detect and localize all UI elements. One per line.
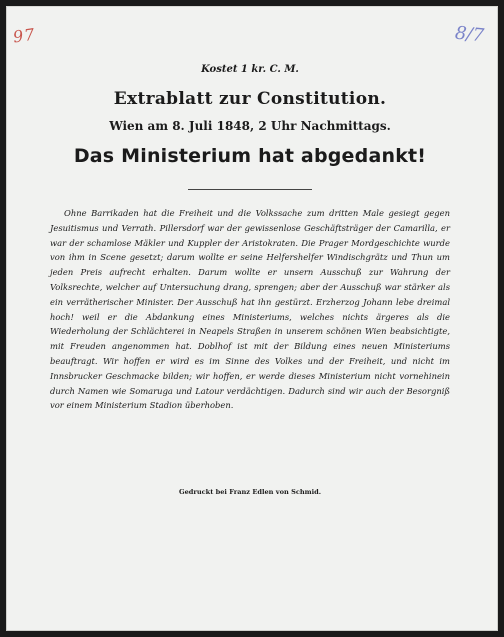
dateline: Wien am 8. Juli 1848, 2 Uhr Nachmittags.	[109, 119, 391, 133]
headline: Das Ministerium hat abgedankt!	[73, 145, 427, 167]
document-sheet	[6, 6, 498, 631]
body-paragraph: Ohne Barrikaden hat die Freiheit und die Volkssache zum dritten Male gesiegt gegen Jesuitismus und Verrath. Pillersdorf war der gewissenlose Geschäftsträger der Camarilla, er war der schamlose Mäkler und Kuppler der Aristokraten. Die Prager Mordgeschichte wurde von ihm in Scene gesetzt; darum wollte er seine Helfershelfer Windischgrätz und Thun um jeden Preis aufrecht erhalten. Darum wollte er unsern Ausschuß zur Wahrung der Volksrechte, welcher auf Untersuchung drang, sprengen; aber der Ausschuß war stärker als ein verrätherischer Minister. Der Ausschuß hat ihn gestürzt. Erzherzog Johann lebe dreimal hoch! weil er die Abdankung eines Ministeriums, welches nichts ärgeres als die Wiederholung der Schlächterei in Neapels Straßen in unserem schönen Wien beabsichtigte, mit Freuden angenommen hat. Doblhof ist mit der Bildung eines neuen Ministeriums beauftragt. Wir hoffen er wird es im Sinne des Volkes und der Freiheit, und nicht im Innsbrucker Geschmacke bilden; wir hoffen, er werde dieses Ministerium nicht vornehinein durch Namen wie Somaruga und Latour verdächtigen. Dadurch sind wir auch der Besorgniß vor einem Ministerium Stadion überhoben.	[50, 208, 450, 411]
broadsheet-content	[50, 64, 450, 496]
divider-rule	[188, 189, 312, 190]
archive-mark-right: 8/7	[454, 22, 486, 47]
document-title: Extrablatt zur Constitution.	[113, 89, 387, 109]
archive-mark-left: 97	[11, 24, 37, 47]
price-line: Kostet 1 kr. C. M.	[201, 64, 299, 75]
sheet-edge	[6, 6, 498, 7]
printer-imprint: Gedruckt bei Franz Edlen von Schmid.	[178, 488, 322, 497]
